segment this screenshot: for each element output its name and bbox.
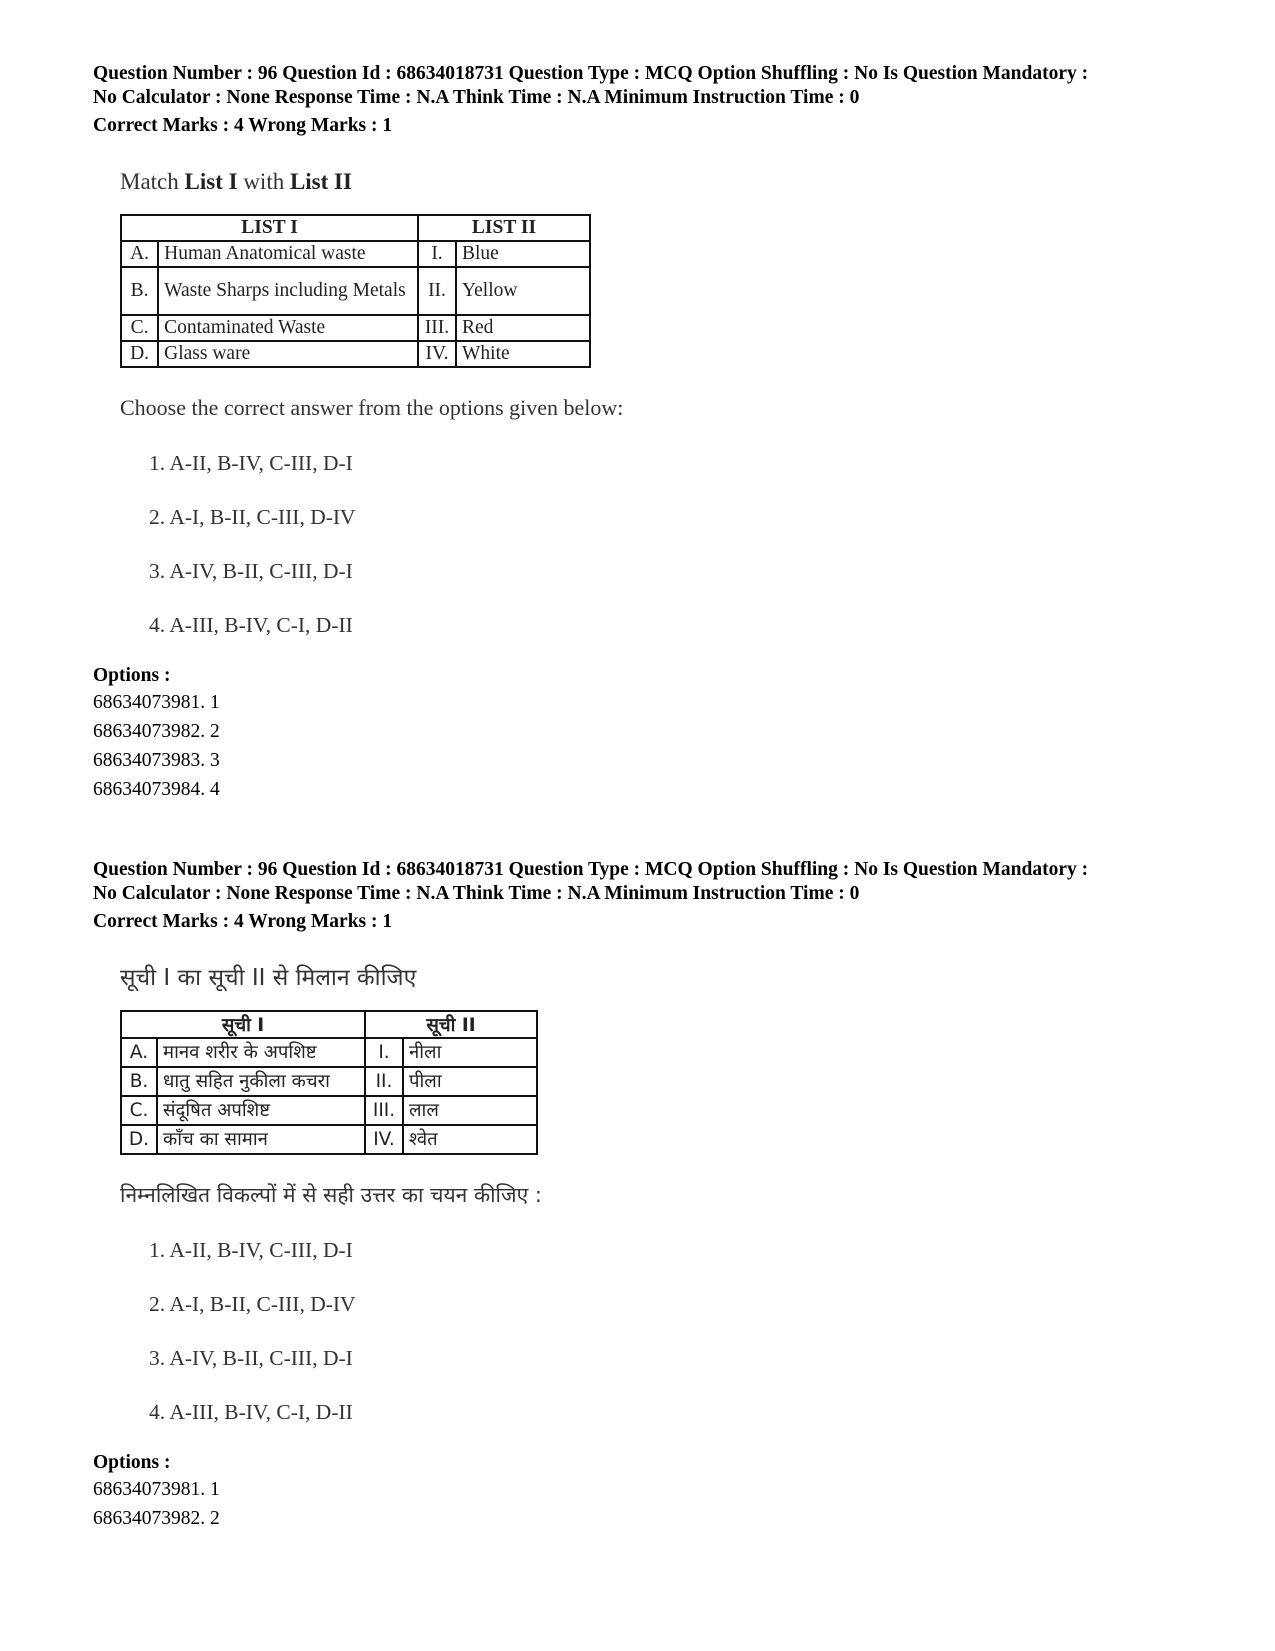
- option-id: 68634073982. 2: [93, 721, 220, 742]
- answer-choice-4: 4. A-III, B-IV, C-I, D-II: [149, 1400, 353, 1424]
- question-meta-line-2: No Calculator : None Response Time : N.A Think Time : N.A Minimum Instruction Time : 0: [93, 87, 860, 108]
- option-id: 68634073981. 1: [93, 692, 220, 713]
- choose-instruction: निम्नलिखित विकल्पों में से सही उत्तर का चयन कीजिए :: [120, 1183, 542, 1207]
- answer-choice-4: 4. A-III, B-IV, C-I, D-II: [149, 613, 353, 637]
- question-meta-line-2: No Calculator : None Response Time : N.A Think Time : N.A Minimum Instruction Time : 0: [93, 883, 860, 904]
- table-row: D. काँच का सामान IV. श्वेत: [121, 1125, 537, 1154]
- table-row: A. Human Anatomical waste I. Blue: [121, 241, 590, 267]
- option-id: 68634073984. 4: [93, 779, 220, 800]
- match-table: [120, 1010, 538, 1155]
- table-row: B. Waste Sharps including Metals II. Yellow: [121, 267, 590, 315]
- marks-line: Correct Marks : 4 Wrong Marks : 1: [93, 115, 393, 136]
- table-row: C. Contaminated Waste III. Red: [121, 315, 590, 341]
- option-id: 68634073983. 3: [93, 750, 220, 771]
- list-2-header: सूची II: [365, 1011, 537, 1038]
- answer-choices: [149, 450, 1213, 638]
- table-row: C. संदूषित अपशिष्ट III. लाल: [121, 1096, 537, 1125]
- question-image: [120, 168, 1213, 638]
- answer-choices: [149, 1237, 1213, 1425]
- option-id: 68634073981. 1: [93, 1479, 220, 1500]
- answer-choice-1: 1. A-II, B-IV, C-III, D-I: [149, 1238, 353, 1262]
- answer-choice-2: 2. A-I, B-II, C-III, D-IV: [149, 505, 356, 529]
- option-id: 68634073982. 2: [93, 1508, 220, 1529]
- table-header-row: [121, 1011, 537, 1038]
- table-row: B. धातु सहित नुकीला कचरा II. पीला: [121, 1067, 537, 1096]
- match-instruction: सूची I का सूची II से मिलान कीजिए: [120, 965, 417, 991]
- list-1-header: सूची I: [121, 1011, 365, 1038]
- list-1-header: LIST I: [121, 215, 418, 241]
- choose-instruction: Choose the correct answer from the options given below:: [120, 395, 624, 420]
- answer-choice-2: 2. A-I, B-II, C-III, D-IV: [149, 1292, 356, 1316]
- question-image: [120, 964, 1213, 1425]
- question-block-english: [93, 62, 1213, 804]
- answer-choice-1: 1. A-II, B-IV, C-III, D-I: [149, 451, 353, 475]
- answer-choice-3: 3. A-IV, B-II, C-III, D-I: [149, 559, 353, 583]
- question-meta-line-1: Question Number : 96 Question Id : 68634018731 Question Type : MCQ Option Shuffling : No Is Question Mandatory :: [93, 63, 1089, 84]
- marks-line: Correct Marks : 4 Wrong Marks : 1: [93, 911, 393, 932]
- table-row: D. Glass ware IV. White: [121, 341, 590, 367]
- table-row: A. मानव शरीर के अपशिष्ट I. नीला: [121, 1038, 537, 1067]
- match-table: [120, 214, 591, 368]
- match-instruction: Match List I with List II: [120, 169, 352, 194]
- answer-choice-3: 3. A-IV, B-II, C-III, D-I: [149, 1346, 353, 1370]
- question-block-hindi: [93, 858, 1213, 1533]
- options-heading: Options :: [93, 1452, 171, 1473]
- table-header-row: [121, 215, 590, 241]
- options-heading: Options :: [93, 665, 171, 686]
- list-2-header: LIST II: [418, 215, 590, 241]
- question-meta-line-1: Question Number : 96 Question Id : 68634018731 Question Type : MCQ Option Shuffling : No Is Question Mandatory :: [93, 859, 1089, 880]
